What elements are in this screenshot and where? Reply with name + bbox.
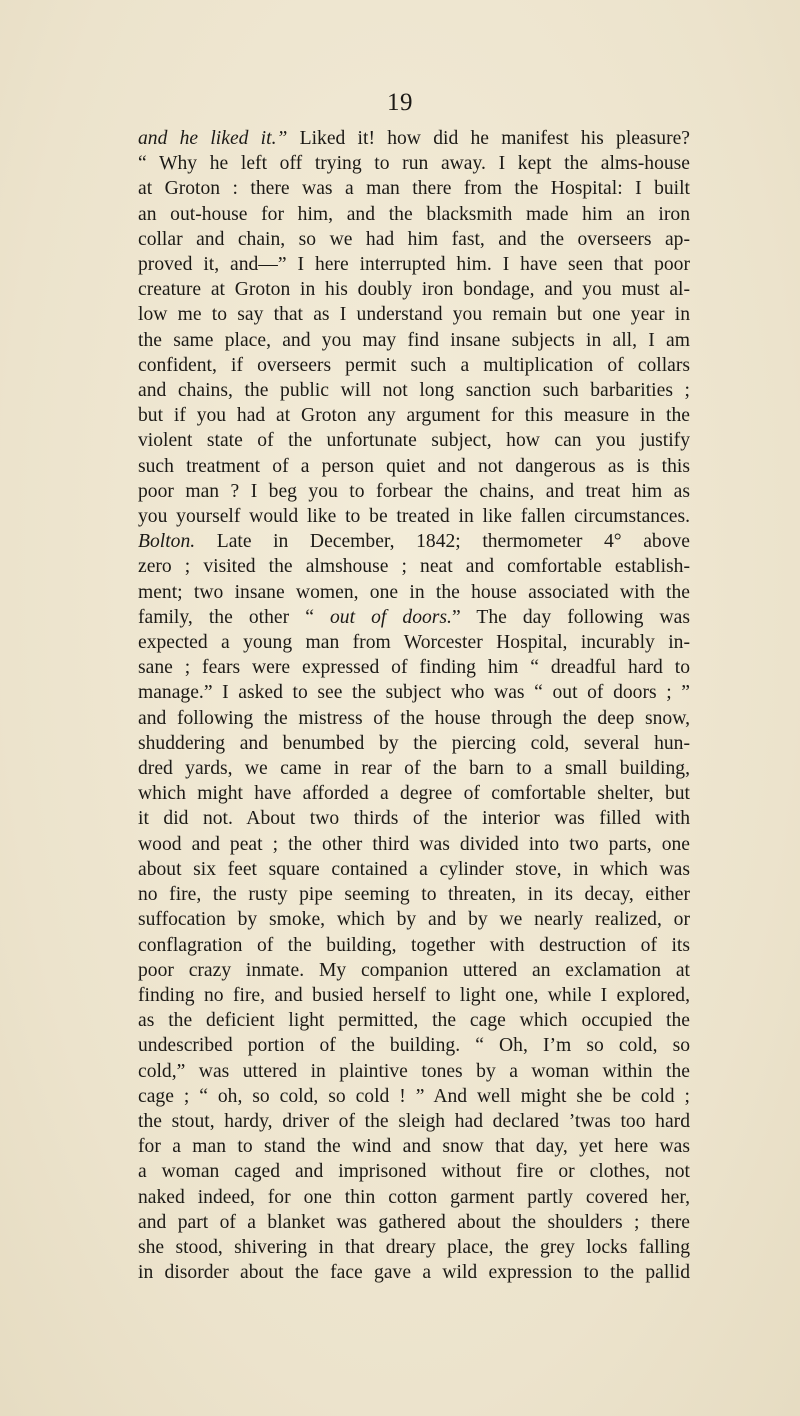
- text-line: [138, 832, 690, 857]
- text-segment: and chains, the public will not long sanction such barbarities ;: [138, 380, 690, 402]
- text-line: [138, 1210, 690, 1235]
- text-segment: at Groton : there was a man there from the Hospital: I built: [138, 178, 690, 200]
- text-segment: but if you had at Groton any argument for this measure in the: [138, 405, 690, 427]
- text-segment: about six feet square contained a cylinder stove, in which was: [138, 858, 690, 880]
- text-segment: for a man to stand the wind and snow that day, yet here was: [138, 1136, 690, 1158]
- text-line: [138, 554, 690, 579]
- text-line: [138, 353, 690, 378]
- text-segment: family, the other “: [138, 606, 330, 628]
- text-segment: and part of a blanket was gathered about the shoulders ; there: [138, 1211, 690, 1233]
- text-line: [138, 781, 690, 806]
- text-line: [138, 227, 690, 252]
- text-line: [138, 1159, 690, 1184]
- text-line: [138, 1059, 690, 1084]
- text-line: [138, 958, 690, 983]
- text-segment: zero ; visited the almshouse ; neat and comfortable establish-: [138, 556, 690, 578]
- text-line: [138, 378, 690, 403]
- text-segment: cold,” was uttered in plaintive tones by a woman within the: [138, 1060, 690, 1082]
- text-line: [138, 731, 690, 756]
- italic-text: out of doors.: [329, 606, 452, 628]
- text-line: [138, 983, 690, 1008]
- text-line: [138, 1235, 690, 1260]
- text-segment: she stood, shivering in that dreary place, the grey locks falling: [138, 1236, 690, 1258]
- text-segment: ” The day following was: [451, 606, 690, 628]
- text-line: [138, 1185, 690, 1210]
- text-segment: naked indeed, for one thin cotton garment partly covered her,: [138, 1186, 690, 1208]
- page-number: 19: [387, 89, 413, 116]
- text-line: [138, 933, 690, 958]
- text-line: [138, 454, 690, 479]
- text-segment: ment; two insane women, one in the house associated with the: [138, 581, 690, 603]
- text-segment: low me to say that as I understand you remain but one year in: [138, 304, 690, 326]
- text-line: [138, 806, 690, 831]
- italic-text: and he liked it.”: [138, 128, 288, 149]
- text-line: [138, 202, 690, 227]
- text-line: [138, 1008, 690, 1033]
- text-segment: undescribed portion of the building. “ Oh, I’m so cold, so: [138, 1035, 690, 1057]
- text-segment: the stout, hardy, driver of the sleigh had declared ’twas too hard: [138, 1110, 690, 1132]
- text-segment: creature at Groton in his doubly iron bondage, and you must al-: [138, 279, 690, 301]
- text-line: [138, 706, 690, 731]
- text-segment: the same place, and you may find insane subjects in all, I am: [138, 329, 690, 351]
- text-segment: Liked it! how did he manifest his pleasure?: [287, 128, 690, 149]
- text-line: [138, 1109, 690, 1134]
- text-segment: it did not. About two thirds of the interior was filled with: [138, 808, 690, 830]
- text-line: [138, 1134, 690, 1159]
- text-segment: no fire, the rusty pipe seeming to threaten, in its decay, either: [138, 884, 690, 906]
- text-line: [138, 428, 690, 453]
- text-line: [138, 328, 690, 353]
- text-segment: wood and peat ; the other third was divided into two parts, one: [138, 833, 690, 855]
- text-segment: poor crazy inmate. My companion uttered an exclamation at: [138, 959, 690, 981]
- text-line: [138, 126, 690, 151]
- text-line: [138, 302, 690, 327]
- text-segment: collar and chain, so we had him fast, and the overseers ap-: [138, 228, 690, 250]
- text-segment: cage ; “ oh, so cold, so cold ! ” And well might she be cold ;: [138, 1085, 690, 1107]
- italic-text: Bolton.: [138, 531, 196, 553]
- text-segment: a woman caged and imprisoned without fire or clothes, not: [138, 1161, 690, 1183]
- text-line: [138, 277, 690, 302]
- text-line: [138, 479, 690, 504]
- text-line: [138, 882, 690, 907]
- text-segment: “ Why he left off trying to run away. I kept the alms-house: [138, 153, 690, 175]
- text-segment: manage.” I asked to see the subject who was “ out of doors ; ”: [138, 682, 690, 704]
- text-segment: proved it, and—” I here interrupted him. I have seen that poor: [138, 254, 690, 276]
- text-line: [138, 403, 690, 428]
- text-line: [138, 529, 690, 554]
- text-segment: which might have afforded a degree of comfortable shelter, but: [138, 783, 690, 805]
- text-segment: dred yards, we came in rear of the barn to a small building,: [138, 758, 690, 780]
- text-segment: and following the mistress of the house through the deep snow,: [138, 707, 690, 729]
- text-line: [138, 151, 690, 176]
- text-line: [138, 907, 690, 932]
- text-line: [138, 680, 690, 705]
- body-text: [138, 126, 690, 1285]
- text-line: [138, 857, 690, 882]
- text-segment: as the deficient light permitted, the cage which occupied the: [138, 1010, 690, 1032]
- text-line: [138, 176, 690, 201]
- text-segment: poor man ? I beg you to forbear the chains, and treat him as: [138, 480, 690, 502]
- text-segment: Late in December, 1842; thermometer 4° above: [195, 531, 690, 553]
- text-segment: confident, if overseers permit such a multiplication of collars: [138, 354, 690, 376]
- text-segment: expected a young man from Worcester Hospital, incurably in-: [138, 632, 690, 654]
- text-line: [138, 1033, 690, 1058]
- text-line: [138, 605, 690, 630]
- text-line: [138, 655, 690, 680]
- text-line: [138, 756, 690, 781]
- text-segment: conflagration of the building, together with destruction of its: [138, 934, 690, 956]
- text-line: [138, 252, 690, 277]
- text-line: [138, 580, 690, 605]
- text-segment: sane ; fears were expressed of finding him “ dreadful hard to: [138, 657, 690, 679]
- text-segment: violent state of the unfortunate subject, how can you justify: [138, 430, 690, 452]
- text-segment: finding no fire, and busied herself to light one, while I explored,: [138, 984, 690, 1006]
- text-line: [138, 1260, 690, 1285]
- text-segment: in disorder about the face gave a wild expression to the pallid: [138, 1262, 690, 1284]
- text-segment: such treatment of a person quiet and not dangerous as is this: [138, 455, 690, 477]
- text-line: [138, 1084, 690, 1109]
- text-segment: you yourself would like to be treated in like fallen circumstances.: [138, 506, 690, 528]
- text-segment: an out-house for him, and the blacksmith made him an iron: [138, 203, 690, 225]
- text-line: [138, 630, 690, 655]
- text-line: [138, 504, 690, 529]
- text-segment: suffocation by smoke, which by and by we nearly realized, or: [138, 909, 690, 931]
- text-segment: shuddering and benumbed by the piercing cold, several hun-: [138, 732, 690, 754]
